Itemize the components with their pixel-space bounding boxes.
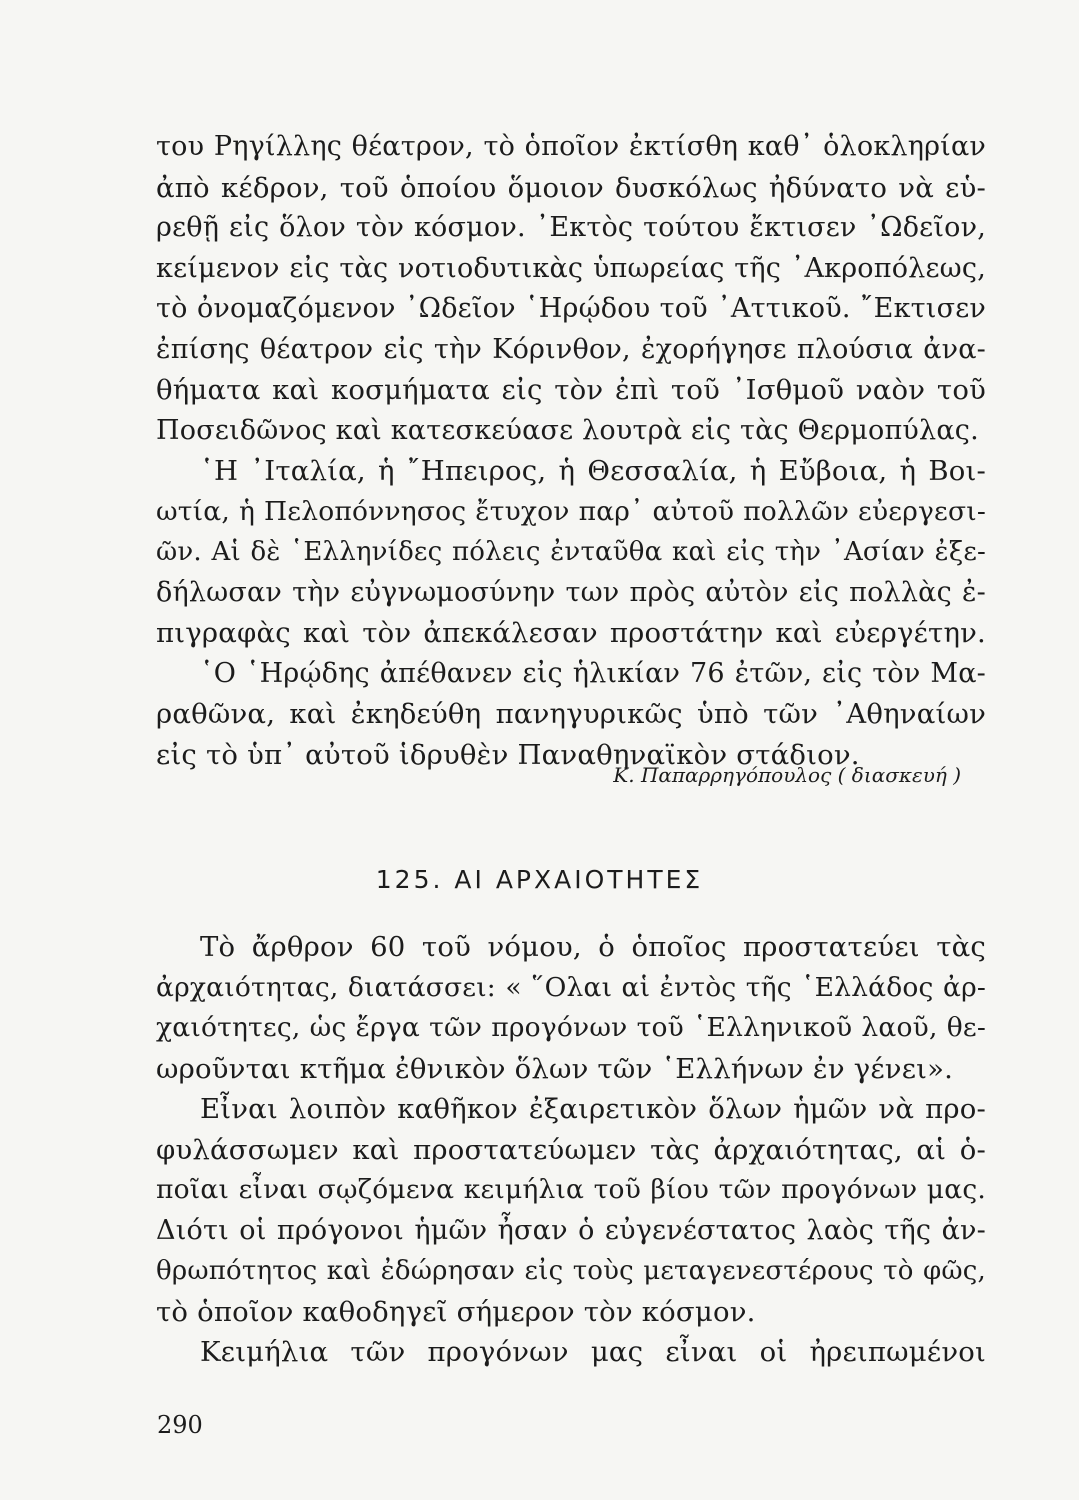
text-line: πιγραφὰς καὶ τὸν ἀπεκάλεσαν προστάτην καὶ εὐεργέτην. — [156, 617, 986, 649]
text-line: Διότι οἱ πρόγονοι ἡμῶν ἦσαν ὁ εὐγενέστατος λαὸς τῆς ἀν- — [156, 1214, 986, 1246]
text-line: ῾Ο ῾Ηρῴδης ἀπέθανεν εἰς ἡλικίαν 76 ἐτῶν, εἰς τὸν Μα- — [200, 657, 986, 689]
text-line: τὸ ὁποῖον καθοδηγεῖ σήμερον τὸν κόσμον. — [156, 1295, 756, 1328]
text-line: ωροῦνται κτῆμα ἐθνικὸν ὅλων τῶν ῾Ελλήνων ἐν γένει». — [156, 1052, 954, 1085]
text-line: ἀρχαιότητας, διατάσσει: « ῞Ολαι αἱ ἐντὸς τῆς ῾Ελλάδος ἀρ- — [156, 971, 986, 1003]
text-line: ωτία, ἡ Πελοπόννησος ἔτυχον παρ᾿ αὐτοῦ πολλῶν εὐεργεσι- — [156, 495, 986, 527]
text-line: του Ρηγίλλης θέατρον, τὸ ὁποῖον ἐκτίσθη καθ᾿ ὁλοκληρίαν — [156, 131, 986, 162]
text-line: ποῖαι εἶναι σῳζόμενα κειμήλια τοῦ βίου τῶν προγόνων μας. — [156, 1174, 986, 1205]
text-line: κείμενον εἰς τὰς νοτιοδυτικὰς ὑπωρείας τῆς ᾿Ακροπόλεως, — [156, 252, 986, 284]
page-number: 290 — [157, 1411, 203, 1439]
text-line: εἰς τὸ ὑπ᾿ αὐτοῦ ἱδρυθὲν Παναθηναϊκὸν στάδιον. — [156, 738, 860, 771]
text-line: ἐπίσης θέατρον εἰς τὴν Κόρινθον, ἐχορήγησε πλούσια ἀνα- — [156, 333, 986, 365]
text-line: δήλωσαν τὴν εὐγνωμοσύνην των πρὸς αὐτὸν εἰς πολλὰς ἐ- — [156, 576, 986, 608]
text-line: φυλάσσωμεν καὶ προστατεύωμεν τὰς ἀρχαιότητας, αἱ ὁ- — [156, 1133, 986, 1166]
text-line: τὸ ὀνομαζόμενον ᾿Ωδεῖον ῾Ηρῴδου τοῦ ᾿Αττικοῦ. ῎Εκτισεν — [156, 293, 986, 324]
text-line: ἀπὸ κέδρον, τοῦ ὁποίου ὅμοιον δυσκόλως ἠδύνατο νὰ εὑ- — [156, 171, 986, 204]
text-line: Κειμήλια τῶν προγόνων μας εἶναι οἱ ἠρειπωμένοι — [200, 1336, 986, 1368]
text-line: ρεθῇ εἰς ὅλον τὸν κόσμον. ᾿Εκτὸς τούτου ἔκτισεν ᾿Ωδεῖον, — [156, 212, 986, 243]
text-line: ῾Η ᾿Ιταλία, ἡ ῎Ηπειρος, ἡ Θεσσαλία, ἡ Εὔβοια, ἡ Βοι- — [200, 455, 986, 487]
text-line: θήματα καὶ κοσμήματα εἰς τὸν ἐπὶ τοῦ ᾿Ισθμοῦ ναὸν τοῦ — [156, 374, 986, 406]
text-line: Ποσειδῶνος καὶ κατεσκεύασε λουτρὰ εἰς τὰς Θερμοπύλας. — [156, 414, 979, 446]
text-line: χαιότητες, ὡς ἔργα τῶν προγόνων τοῦ ῾Ελληνικοῦ λαοῦ, θε- — [156, 1012, 986, 1043]
text-line: Τὸ ἄρθρον 60 τοῦ νόμου, ὁ ὁποῖος προστατεύει τὰς — [200, 931, 986, 963]
text-line: θρωπότητος καὶ ἐδώρησαν εἰς τοὺς μεταγενεστέρους τὸ φῶς, — [156, 1256, 986, 1286]
section-heading: 125. ΑΙ ΑΡΧΑΙΟΤΗΤΕΣ — [375, 865, 704, 894]
text-line: ῶν. Αἱ δὲ ῾Ελληνίδες πόλεις ἐνταῦθα καὶ εἰς τὴν ᾿Ασίαν ἐξε- — [156, 537, 986, 567]
attribution: Κ. Παπαρρηγόπουλος ( διασκευή ) — [613, 763, 961, 787]
text-line: ραθῶνα, καὶ ἐκηδεύθη πανηγυρικῶς ὑπὸ τῶν ᾿Αθηναίων — [156, 698, 986, 730]
text-line: Εἶναι λοιπὸν καθῆκον ἐξαιρετικὸν ὅλων ἡμῶν νὰ προ- — [200, 1093, 986, 1125]
